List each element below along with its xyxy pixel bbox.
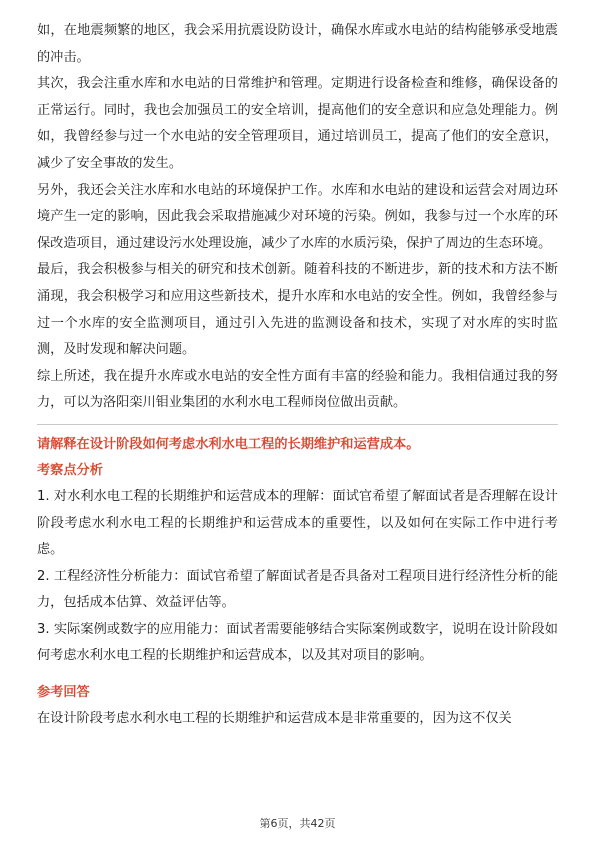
answer-text: 在设计阶段考虑水利水电工程的长期维护和运营成本是非常重要的，因为这不仅关: [37, 711, 512, 727]
paragraph-earthquake: 如，在地震频繁的地区，我会采用抗震设防设计，确保水库或水电站的结构能够承受地震的冲击。: [37, 23, 558, 65]
analysis-item-3: 3. 实际案例或数字的应用能力：面试者需要能够结合实际案例或数字，说明在设计阶段如何考虑水利水电工程的长期维护和运营成本，以及其对项目的影响。: [37, 621, 558, 664]
question-heading: 请解释在设计阶段如何考虑水利水电工程的长期维护和运营成本。: [37, 436, 420, 452]
answer-title: 参考回答: [37, 685, 90, 701]
paragraph-summary: 综上所述，我在提升水库或水电站的安全性方面有丰富的经验和能力。我相信通过我的努力，可以为洛阳栾川钼业集团的水利水电工程师岗位做出贡献。: [37, 368, 558, 411]
paragraph-innovation: 最后，我会积极参与相关的研究和技术创新。随着科技的不断进步，新的技术和方法不断涌现，我会积极学习和应用这些新技术，提升水库和水电站的安全性。例如，我曾经参与过一个水库的安全监测项目，通过引入先进的监测设备和技术，实现了对水库的实时监测，及时发现和解决问题。: [37, 262, 558, 358]
section-divider: [37, 424, 558, 425]
analysis-item-2: 2. 工程经济性分析能力：面试官希望了解面试者是否具备对工程项目进行经济性分析的能力，包括成本估算、效益评估等。: [37, 568, 558, 611]
page-content: [37, 18, 558, 733]
spacer: [37, 670, 558, 680]
analysis-title: 考察点分析: [37, 462, 103, 478]
paragraph-maintenance: 其次，我会注重水库和水电站的日常维护和管理。定期进行设备检查和维修，确保设备的正常运行。同时，我也会加强员工的安全培训，提高他们的安全意识和应急处理能力。例如，我曾经参与过一个水电站的安全管理项目，通过培训员工，提高了他们的安全意识，减少了安全事故的发生。: [37, 76, 558, 171]
page-footer: 第6页，共42页: [259, 817, 336, 830]
analysis-item-1: 1. 对水利水电工程的长期维护和运营成本的理解：面试官希望了解面试者是否理解在设计阶段考虑水利水电工程的长期维护和运营成本的重要性，以及如何在实际工作中进行考虑。: [37, 488, 558, 558]
paragraph-environment: 另外，我还会关注水库和水电站的环境保护工作。水库和水电站的建设和运营会对周边环境产生一定的影响，因此我会采取措施减少对环境的污染。例如，我参与过一个水库的环保改造项目，通过建设污水处理设施，减少了水库的水质污染，保护了周边的生态环境。: [37, 182, 558, 251]
